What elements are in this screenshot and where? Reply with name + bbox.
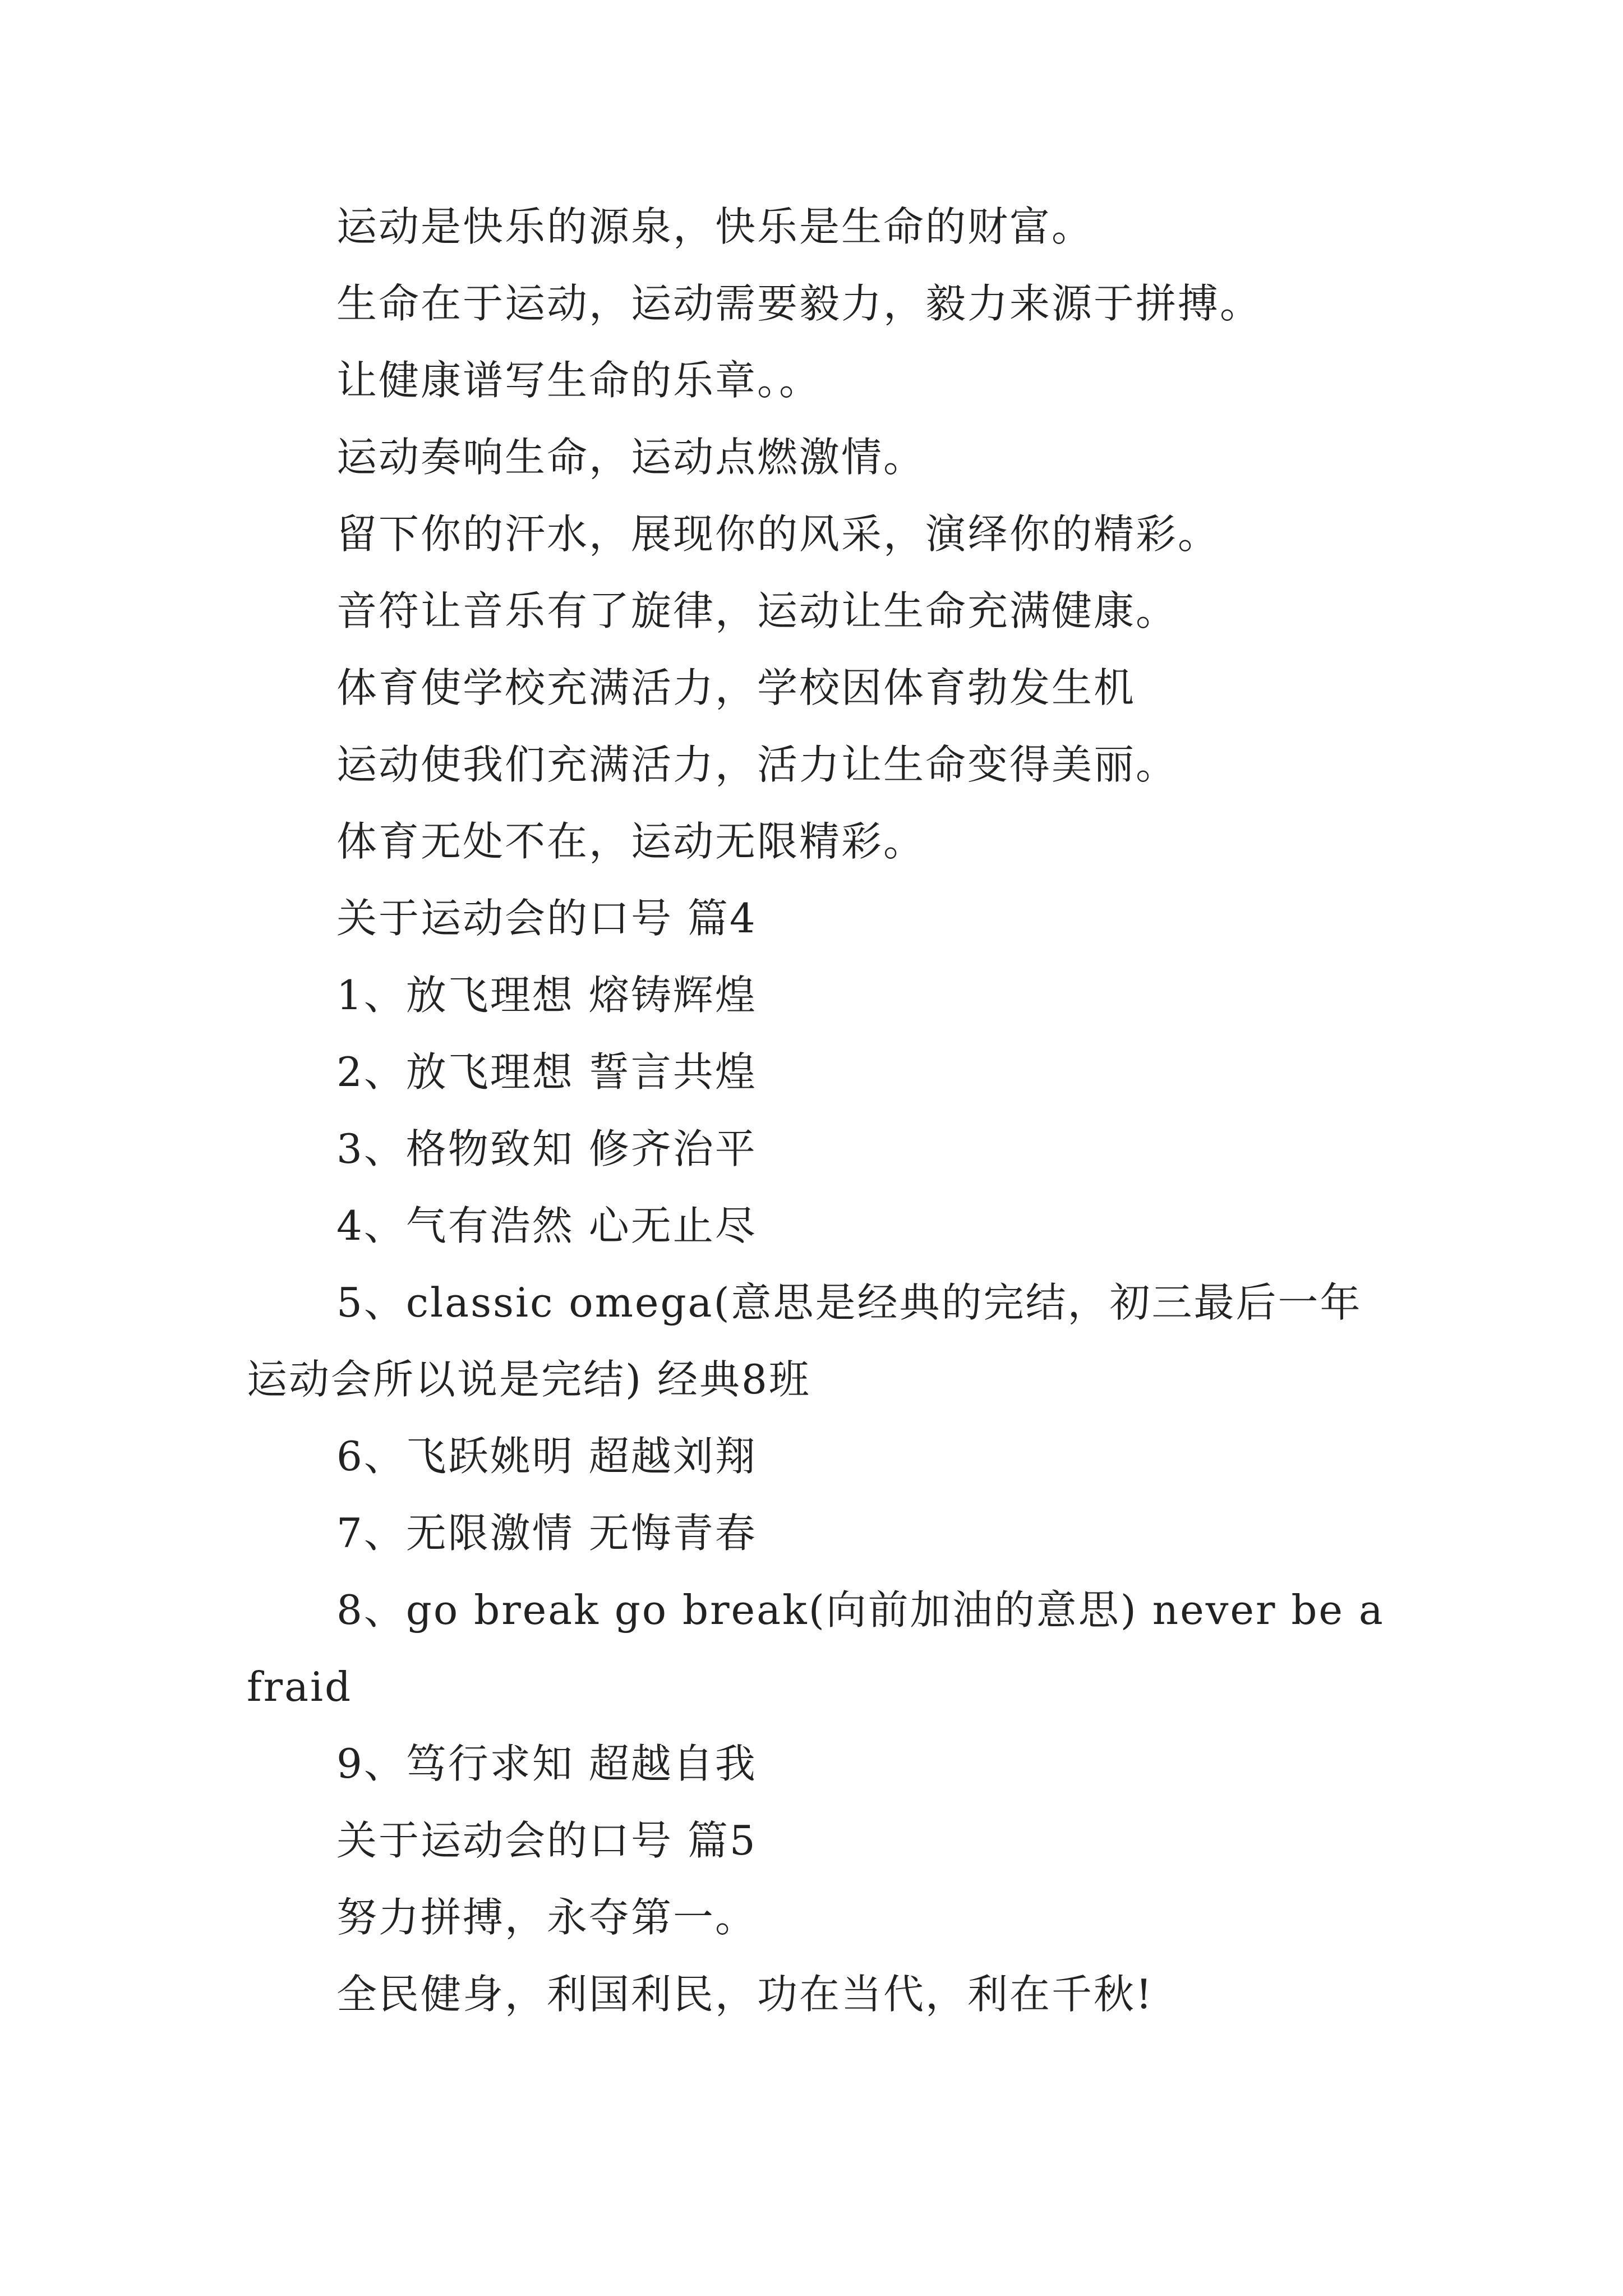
list-item: 1、放飞理想 熔铸辉煌 <box>336 972 757 1019</box>
list-item: 5、classic omega(意思是经典的完结，初三最后一年运动会所以说是完结) 经典8班 <box>247 1279 1362 1403</box>
paragraph: 努力拼搏，永夺第一。 <box>336 1894 758 1941</box>
paragraph: 体育使学校充满活力，学校因体育勃发生机 <box>336 664 1136 711</box>
paragraph: 音符让音乐有了旋律，运动让生命充满健康。 <box>336 587 1178 634</box>
paragraph: 留下你的汗水，展现你的风采，演绎你的精彩。 <box>336 510 1220 558</box>
paragraph: 体育无处不在，运动无限精彩。 <box>336 818 926 865</box>
list-item: 4、气有浩然 心无止尽 <box>336 1202 757 1249</box>
paragraph: 运动奏响生命，运动点燃激情。 <box>336 434 926 481</box>
list-item: 3、格物致知 修齐治平 <box>336 1125 757 1172</box>
section-heading: 关于运动会的口号 篇5 <box>336 1817 757 1864</box>
paragraph: 运动使我们充满活力，活力让生命变得美丽。 <box>336 741 1178 788</box>
document-body <box>247 188 1385 2033</box>
list-item: 2、放飞理想 誓言共煌 <box>336 1048 757 1096</box>
list-item: 7、无限激情 无悔青春 <box>336 1510 757 1557</box>
section-heading: 关于运动会的口号 篇4 <box>336 895 757 942</box>
paragraph: 运动是快乐的源泉，快乐是生命的财富。 <box>336 203 1094 250</box>
paragraph: 生命在于运动，运动需要毅力，毅力来源于拼搏。 <box>336 280 1262 327</box>
list-item: 9、笃行求知 超越自我 <box>336 1740 757 1787</box>
list-item: 8、go break go break(向前加油的意思) never be afraid <box>247 1586 1385 1710</box>
paragraph: 让健康谱写生命的乐章。。 <box>336 357 822 404</box>
paragraph: 全民健身，利国利民，功在当代，利在千秋! <box>336 1971 1154 2018</box>
list-item: 6、飞跃姚明 超越刘翔 <box>336 1433 757 1480</box>
